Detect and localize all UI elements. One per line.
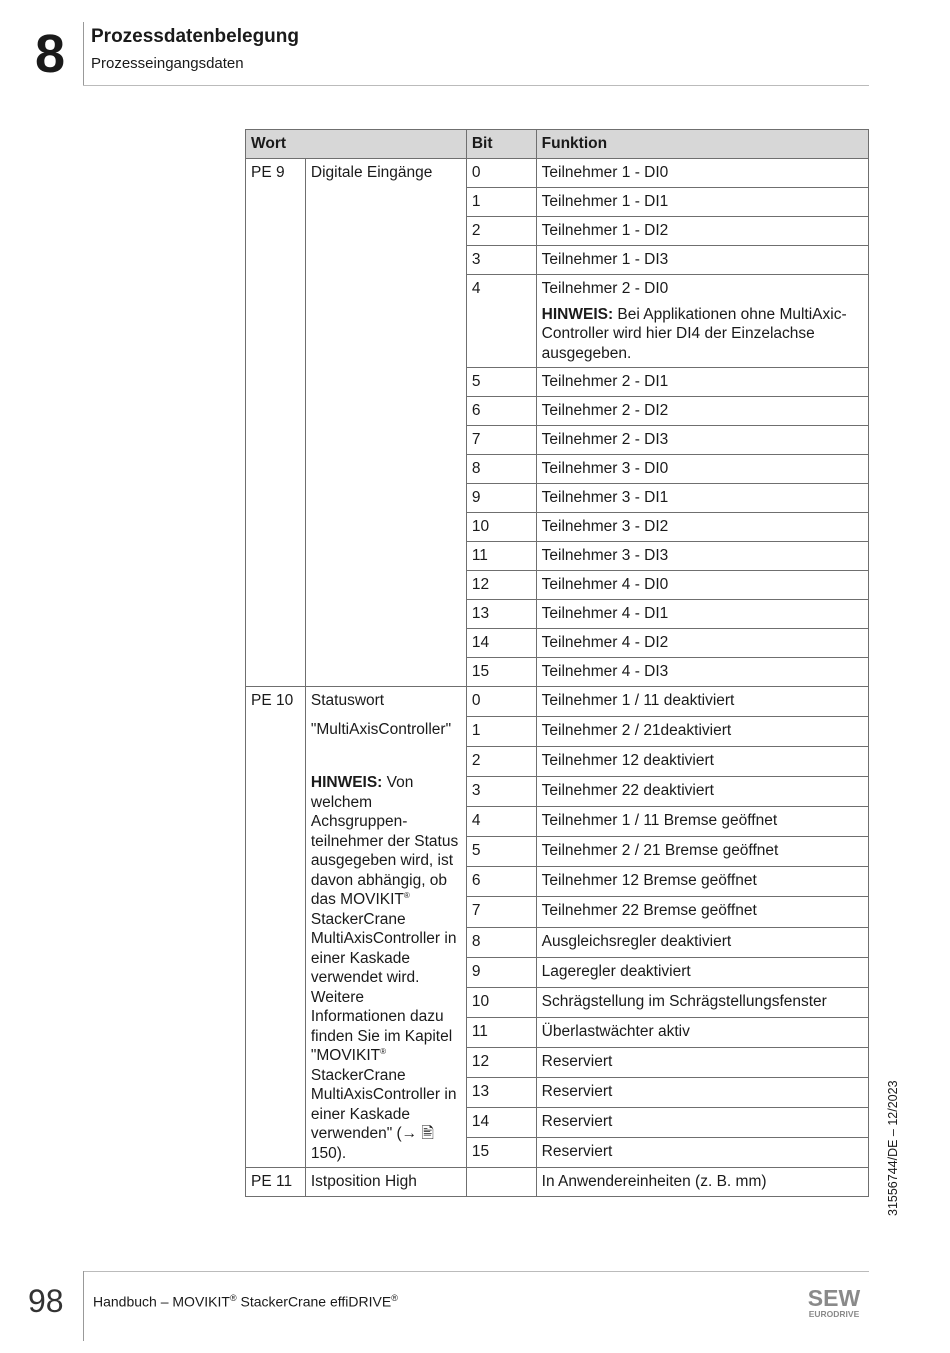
bit-cell: 15: [466, 1137, 536, 1167]
header-bit: Bit: [466, 130, 536, 159]
hint-label: HINWEIS:: [541, 305, 614, 323]
bit-cell: 5: [466, 368, 536, 397]
chapter-number: 8: [34, 24, 66, 84]
pe10-label-line1: Statuswort: [310, 692, 385, 709]
bit-cell: 3: [466, 777, 536, 807]
header-rule: [83, 85, 869, 86]
function-cell: Überlastwächter aktiv: [536, 1017, 868, 1047]
footer-text-part2: StackerCrane effiDRIVE: [236, 1293, 392, 1310]
bit-cell: 8: [466, 927, 536, 957]
function-cell: Teilnehmer 2 - DI3: [536, 426, 868, 455]
bit-cell: 4: [466, 275, 536, 368]
bit-cell: 7: [466, 426, 536, 455]
bit-cell: 10: [466, 513, 536, 542]
bit-cell: 6: [466, 867, 536, 897]
page-title: Prozessdatenbelegung: [91, 26, 299, 47]
page-subtitle: Prozesseingangsdaten: [91, 55, 244, 72]
function-cell: Teilnehmer 2 - DI2: [536, 397, 868, 426]
pe10-group: [246, 687, 869, 1168]
bit-cell: 3: [466, 246, 536, 275]
bit-cell: 1: [466, 717, 536, 747]
hint-text-part3: StackerCrane MultiAxisController in einer Kaskade verwenden" (→ 🖹 150).: [310, 1066, 457, 1162]
bit-cell: 0: [466, 159, 536, 188]
table-header-row: [246, 130, 869, 159]
footer-title: [93, 1293, 398, 1310]
function-cell: Teilnehmer 1 / 11 Bremse geöffnet: [536, 807, 868, 837]
document-reference: 31556744/DE – 12/2023: [886, 1080, 900, 1216]
bit-cell: 7: [466, 897, 536, 927]
bit-cell: 8: [466, 455, 536, 484]
function-text: Teilnehmer 2 - DI0: [541, 280, 669, 297]
function-cell: Teilnehmer 1 - DI2: [536, 217, 868, 246]
bit-cell: [466, 1168, 536, 1197]
sew-eurodrive-logo: [798, 1285, 870, 1319]
bit-cell: 9: [466, 484, 536, 513]
pe11-label: Istposition High: [305, 1168, 466, 1197]
function-cell: Teilnehmer 4 - DI0: [536, 571, 868, 600]
function-cell: Teilnehmer 1 / 11 deaktiviert: [536, 687, 868, 717]
pe9-group: [246, 159, 869, 687]
function-cell: Teilnehmer 12 Bremse geöffnet: [536, 867, 868, 897]
hint-text: Bei Applikationen ohne MultiAxic-Controller wird hier DI4 der Einzelachse ausgegeben.: [541, 305, 847, 362]
header-funktion: Funktion: [536, 130, 868, 159]
bit-cell: 0: [466, 687, 536, 717]
function-cell: Teilnehmer 3 - DI0: [536, 455, 868, 484]
pe9-label: Digitale Eingänge: [305, 159, 466, 687]
logo-main-text: SEW: [807, 1285, 861, 1311]
function-cell: Teilnehmer 4 - DI1: [536, 600, 868, 629]
hint-text-part1: Von welchem Achsgruppenteilnehmer der Status ausgegeben wird, ist davon abhängig, ob das MOVIKIT: [310, 774, 459, 908]
function-cell: Teilnehmer 2 / 21 Bremse geöffnet: [536, 837, 868, 867]
bit4-hint: [542, 305, 864, 364]
bit-cell: 15: [466, 658, 536, 687]
pe10-word: PE 10: [246, 687, 306, 1168]
hint-label: HINWEIS:: [310, 774, 383, 791]
bit-cell: 12: [466, 1047, 536, 1077]
pe10-hint: [311, 773, 462, 1163]
bit-cell: 2: [466, 747, 536, 777]
function-cell: Teilnehmer 22 deaktiviert: [536, 777, 868, 807]
bit-cell: 5: [466, 837, 536, 867]
bit-cell: 9: [466, 957, 536, 987]
function-cell: Teilnehmer 2 - DI1: [536, 368, 868, 397]
bit-cell: 4: [466, 807, 536, 837]
pe10-label: [305, 687, 466, 1168]
function-cell: Reserviert: [536, 1047, 868, 1077]
hint-text-part2: StackerCrane MultiAxisController in einer Kaskade verwendet wird. Weitere Informationen dazu finden Sie im Kapitel "MOVIKIT: [310, 910, 457, 1064]
pe9-word: PE 9: [246, 159, 306, 687]
bit-cell: 10: [466, 987, 536, 1017]
footer-text-part1: Handbuch – MOVIKIT: [93, 1293, 230, 1310]
function-cell: Teilnehmer 4 - DI3: [536, 658, 868, 687]
header-divider: [83, 22, 84, 86]
function-cell: Teilnehmer 3 - DI3: [536, 542, 868, 571]
function-cell: Teilnehmer 4 - DI2: [536, 629, 868, 658]
footer-divider: [83, 1271, 84, 1341]
function-cell: Reserviert: [536, 1077, 868, 1107]
bit-cell: 11: [466, 542, 536, 571]
header-wort: Wort: [246, 130, 467, 159]
function-cell: Teilnehmer 12 deaktiviert: [536, 747, 868, 777]
bit-cell: 14: [466, 1107, 536, 1137]
registered-mark: ®: [229, 1293, 237, 1303]
function-cell: Reserviert: [536, 1107, 868, 1137]
function-cell: Lageregler deaktiviert: [536, 957, 868, 987]
registered-mark: ®: [391, 1293, 398, 1303]
footer-rule: [83, 1271, 869, 1272]
bit-cell: 1: [466, 188, 536, 217]
function-cell: Teilnehmer 1 - DI1: [536, 188, 868, 217]
function-cell: Schrägstellung im Schrägstellungsfenster: [536, 987, 868, 1017]
pe10-label-line2: "MultiAxisController": [310, 720, 452, 738]
function-cell: [536, 275, 868, 368]
logo-sub-text: EURODRIVE: [808, 1309, 860, 1319]
table-row: [246, 159, 869, 188]
function-cell: Teilnehmer 22 Bremse geöffnet: [536, 897, 868, 927]
function-cell: Ausgleichsregler deaktiviert: [536, 927, 868, 957]
function-cell: Teilnehmer 3 - DI2: [536, 513, 868, 542]
page-number: 98: [28, 1283, 64, 1319]
bit-cell: 2: [466, 217, 536, 246]
bit-cell: 12: [466, 571, 536, 600]
function-cell: Teilnehmer 1 - DI3: [536, 246, 868, 275]
function-cell: In Anwendereinheiten (z. B. mm): [536, 1168, 868, 1197]
bit-cell: 11: [466, 1017, 536, 1047]
function-cell: Teilnehmer 3 - DI1: [536, 484, 868, 513]
registered-mark: ®: [380, 1047, 387, 1056]
bit-cell: 6: [466, 397, 536, 426]
function-cell: Teilnehmer 1 - DI0: [536, 159, 868, 188]
table-row: [246, 687, 869, 717]
pe11-group: [246, 1168, 869, 1197]
registered-mark: ®: [403, 891, 410, 900]
bit-cell: 13: [466, 1077, 536, 1107]
bit-cell: 14: [466, 629, 536, 658]
function-cell: Reserviert: [536, 1137, 868, 1167]
bit-cell: 13: [466, 600, 536, 629]
process-data-table: [245, 129, 869, 1197]
pe11-word: PE 11: [246, 1168, 306, 1197]
function-cell: Teilnehmer 2 / 21deaktiviert: [536, 717, 868, 747]
table-row: [246, 1168, 869, 1197]
